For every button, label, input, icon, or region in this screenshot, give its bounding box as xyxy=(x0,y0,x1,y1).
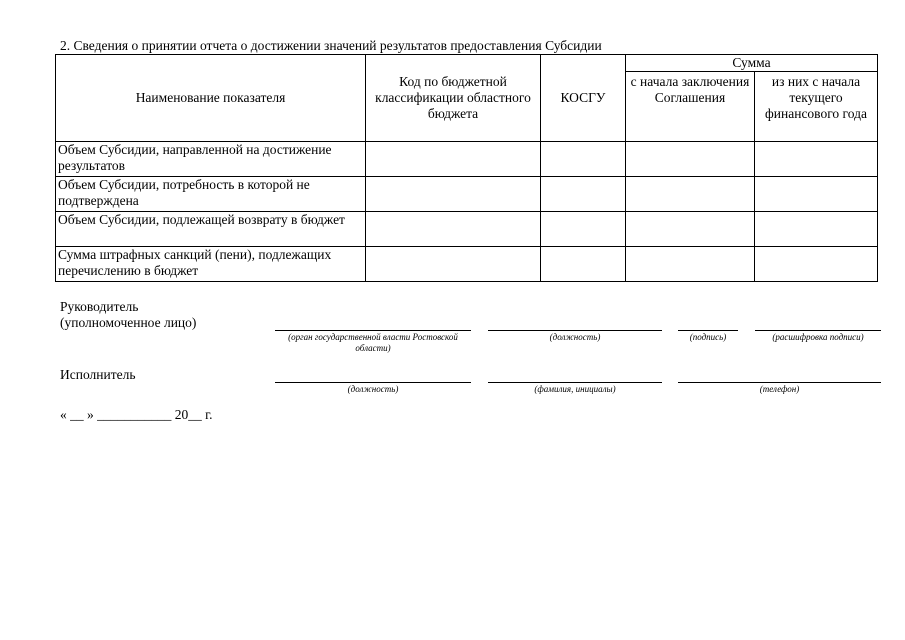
row-label: Объем Субсидии, потребность в которой не подтверждена xyxy=(56,177,366,212)
table-row xyxy=(56,247,878,282)
table-row xyxy=(56,177,878,212)
position-caption: (должность) xyxy=(549,332,601,342)
row-kosgu-cell xyxy=(541,142,626,177)
row-sum-current-year-cell xyxy=(755,212,878,247)
row-label: Объем Субсидии, направленной на достижение результатов xyxy=(56,142,366,177)
section-heading: 2. Сведения о принятии отчета о достижении значений результатов предоставления Субсидии xyxy=(60,38,602,53)
executor-phone-line xyxy=(678,382,881,383)
position-signature-line xyxy=(488,330,662,331)
row-sum-current-year-cell xyxy=(755,142,878,177)
row-code-cell xyxy=(366,177,541,212)
head-label: Руководитель xyxy=(60,299,139,314)
row-sum-from-start-cell xyxy=(626,247,755,282)
executor-label: Исполнитель xyxy=(60,367,136,382)
row-code-cell xyxy=(366,212,541,247)
executor-name-line xyxy=(488,382,662,383)
header-name: Наименование показателя xyxy=(56,55,366,142)
table-row xyxy=(56,142,878,177)
head-label-authorized: (уполномоченное лицо) xyxy=(60,315,197,330)
row-sum-current-year-cell xyxy=(755,247,878,282)
header-sum: Сумма xyxy=(626,55,878,72)
header-code: Код по бюджетной классификации областного бюджета xyxy=(366,55,541,142)
organ-caption: (орган государственной власти Ростовской области) xyxy=(288,332,458,353)
decoding-caption: (расшифровка подписи) xyxy=(772,332,864,342)
row-kosgu-cell xyxy=(541,247,626,282)
row-sum-current-year-cell xyxy=(755,177,878,212)
executor-position-caption: (должность) xyxy=(347,384,399,394)
organ-signature-line xyxy=(275,330,471,331)
executor-phone-caption: (телефон) xyxy=(759,384,800,394)
header-sum-from-start: с начала заключения Соглашения xyxy=(626,72,755,142)
results-table xyxy=(55,54,878,282)
row-label: Объем Субсидии, подлежащей возврату в бюджет xyxy=(56,212,366,247)
table-row xyxy=(56,212,878,247)
date-line: « __ » ___________ 20__ г. xyxy=(60,407,213,422)
executor-name-caption: (фамилия, инициалы) xyxy=(534,384,616,394)
decoding-signature-line xyxy=(755,330,881,331)
row-label: Сумма штрафных санкций (пени), подлежащих перечислению в бюджет xyxy=(56,247,366,282)
signature-caption: (подпись) xyxy=(689,332,727,342)
header-sum-current-year: из них с начала текущего финансового года xyxy=(755,72,878,142)
row-code-cell xyxy=(366,142,541,177)
header-kosgu: КОСГУ xyxy=(541,55,626,142)
row-sum-from-start-cell xyxy=(626,177,755,212)
row-kosgu-cell xyxy=(541,177,626,212)
row-code-cell xyxy=(366,247,541,282)
row-sum-from-start-cell xyxy=(626,212,755,247)
executor-position-line xyxy=(275,382,471,383)
row-kosgu-cell xyxy=(541,212,626,247)
row-sum-from-start-cell xyxy=(626,142,755,177)
signature-line xyxy=(678,330,738,331)
